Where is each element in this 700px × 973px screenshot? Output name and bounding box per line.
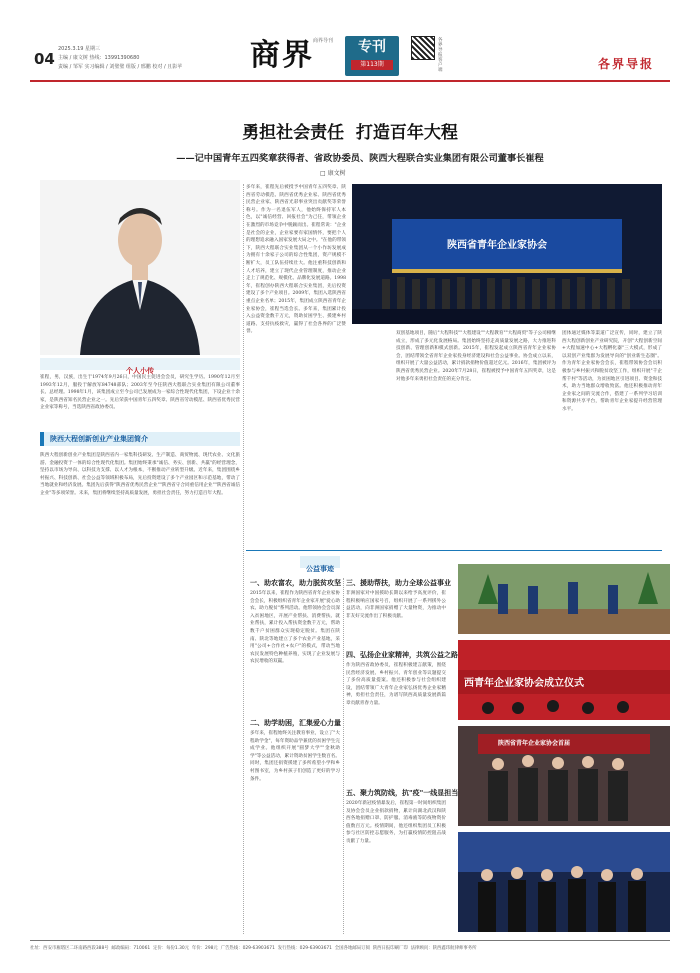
- section2-rule: [246, 550, 662, 551]
- footer-license: 全国各地邮局订阅: [334, 946, 370, 951]
- h4-text: 作为陕西省政协委员，崔程积极建言献策，围绕民营经济发展、乡村振兴、青年创业等议题提交了多份高质量提案。他还积极参与社会组织建设，团结带领广大青年企业家弘扬优秀企业家精神，勇担社会责任，为谱写陕西高质量发展新篇章贡献青春力量。: [346, 663, 446, 706]
- footer-rule: [30, 940, 670, 941]
- staff-line: 责编 / 邹军 实习编辑 / 刘璧璧 组版 / 邢鹏 校对 / 且影苹: [58, 64, 183, 70]
- photo2-caption: 西青年企业家协会成立仪式: [464, 678, 584, 689]
- stage-graphic: [352, 184, 662, 324]
- h2-title: 二、助学助困，汇集爱心力量: [250, 719, 341, 727]
- footer-agency: 法律顾问：陕西鑫玮航律师事务所: [410, 946, 477, 951]
- right-title: 各界导报: [598, 57, 655, 71]
- profile-text: 崔程，男，汉族，出生于1974年9月26日，中国民主促进会会员，研究生学历。1990年12月至1993年12月，服役于解放军84748部队；2003年至今任陕西大程联合实业集团有限公司董事长、总经理。1998年1月，该集团成立至今公司已发展成为一家综合性现代化集团，下设企业十余家，是陕西省知名民营企业之一。先后荣获中国青年五四奖章、陕西省劳动模范、陕西省优秀民营企业家等称号，当选陕西省政协委员。: [40, 375, 240, 411]
- award-ceremony-scene: [458, 832, 670, 932]
- column3-text: 团体通过媒体等渠道广泛宣传，同时，建立了陕西大程创新创业产业研究院，开创"大程创新空间+大程加速中心+大程孵化器"三大模式，形成了以双创产业集群为发展导向的"创业新生态圈"。作为青年企业家协会会长，崔程带领协会会员积极参与乡村振兴和脱贫攻坚工作，组织开展"千企帮千村"等活动，为贫困地区引进项目、资金和技术，助力当地群众增收致富。他还积极推动青年企业家之间的交流合作，搭建了一系列学习培训和资源共享平台，帮助青年企业家提升经营管理水平。: [562, 331, 662, 412]
- section2-title: 公益事迹: [306, 565, 334, 573]
- footer-postcode: 邮政编码：710061: [111, 946, 151, 951]
- special-badge: [345, 36, 399, 76]
- section1-header: [40, 432, 240, 446]
- event-photo-4: [458, 726, 670, 826]
- column-divider: [343, 578, 344, 934]
- h1-text: 2015年以来，崔程作为陕西省青年企业家协会会长，积极组织省青年企业家开展"爱心助农、助力脱贫"系列活动。他带领协会会员深入贫困地区，开展产业帮扶、消费帮扶、就业帮扶，累计投入帮扶资金数千万元，帮助数千户贫困群众实现稳定脱贫。集团在陕南、陕北等地建立了多个农业产业基地，采用"公司+合作社+农户"的模式，带动当地农民发展特色种植养殖，实现了企业发展与农民增收的双赢。: [250, 591, 340, 665]
- qr-caption: 各界导报客户端: [438, 38, 443, 73]
- event-photo-1: [352, 184, 662, 324]
- byline: □ 康文树: [320, 170, 346, 177]
- footer-fax: 发行热线：029-63903671: [277, 946, 332, 951]
- h5-text: 2020年新冠疫情暴发后，崔程第一时间组织集团及协会会员企业捐款捐物，累计向湖北武汉和陕西各地捐赠口罩、防护服、消毒液等防疫物资价值数百万元。疫情期间，他还组织集团员工积极参与社区防控志愿服务，为打赢疫情防控阻击战贡献了力量。: [346, 801, 446, 844]
- issue-label: 第113期: [351, 60, 393, 70]
- footer-address: 社址：西安市雁塔区二环南路西段388号: [30, 946, 109, 951]
- date-line: 2025.3.19 星期三: [58, 46, 101, 52]
- editor-line: 主编 / 康文树 热线：13991390680: [58, 55, 140, 61]
- portrait-photo: [40, 180, 240, 355]
- column1-text: 多年来，崔程先后被授予中国青年五四奖章、陕西省劳动模范、陕西省优秀企业家、陕西省优秀民营企业家、陕西省光彩事业突出贡献奖等荣誉称号。作为一名退伍军人，他始终保持军人本色，以"诚信经营、回报社会"为己任，带领企业在激烈的市场竞争中脱颖而出。崔程常说："企业是社会的企业，企业家要有家国情怀，要把个人的理想追求融入国家发展大局之中。"在他的带领下，陕西大程联合实业集团从一个小作坊发展成为拥有十余家子公司的综合性集团，资产规模不断扩大，员工队伍持续壮大。他注重科技创新和人才培养，建立了现代企业管理制度，推动企业走上了规范化、规模化、品牌化发展道路。1998年，崔程创办陕西大程联合实业集团，先后投资建设了多个产业项目。2009年，集团入选陕西省重点企业名单；2015年，集团成立陕西省青年企业家协会，崔程当选会长。多年来，集团累计投入公益资金数千万元，资助贫困学生、援建乡村道路、支持抗疫救灾，赢得了社会各界的广泛赞誉。: [246, 185, 346, 335]
- section1-title: 陕西大程创新创业产业集团简介: [50, 435, 148, 443]
- profile-label-text: 个人小传: [126, 367, 154, 375]
- footer-print: 陕西日报印刷厂印: [372, 946, 408, 951]
- event-photo-3: [458, 640, 670, 720]
- h5-title: 五、聚力筑防线，抗"疫"一线显担当: [346, 789, 459, 797]
- section1-text: 陕西大程创新创业产业集团是陕西省内一家集科技研发、生产制造、商贸物流、现代农业、文化旅游、金融投资于一体的综合性现代化集团。集团始终秉承"诚信、务实、创新、共赢"的经营理念，坚持以市场为导向、以科技为支撑、以人才为根本，不断推动产业转型升级。近年来，集团围绕乡村振兴、科技创新、社会公益等领域积极布局，先后投资建设了多个产业园区和示范基地，带动了当地就业和经济发展。集团先后获得"陕西省优秀民营企业""陕西省守合同重信用企业""陕西省诚信企业"等多项荣誉。未来，集团将继续坚持高质量发展，勇担社会责任，努力打造百年大程。: [40, 453, 240, 496]
- event-photo-2: [458, 564, 670, 634]
- footer-bar: [30, 944, 670, 954]
- tree-planting-scene: [458, 564, 670, 634]
- qr-code[interactable]: [411, 36, 435, 60]
- masthead: 商界: [250, 38, 314, 73]
- header-rule: [30, 80, 670, 82]
- masthead-small: 商界导刊: [313, 38, 334, 44]
- page-header: [0, 0, 700, 92]
- article-subtitle: ——记中国青年五四奖章获得者、省政协委员、陕西大程联合实业集团有限公司董事长崔程: [176, 153, 544, 164]
- section2-header: [300, 556, 340, 573]
- event-photo-5: [458, 832, 670, 932]
- article-title: 勇担社会责任 打造百年大程: [242, 123, 458, 143]
- footer-ad-phone: 广告热线：029-63903671: [220, 946, 275, 951]
- h3-text: 非洲国家对中国援助长期以来给予高度评价，崔程积极响应国家号召，组织开展了一系列援外公益活动，向非洲国家捐赠了大量物资，为推动中非友好交流作出了积极贡献。: [346, 591, 446, 619]
- h1-title: 一、助农富农，助力脱贫攻坚: [250, 579, 341, 587]
- column-divider: [243, 184, 244, 934]
- photo1-caption: 陕西省青年企业家协会: [447, 240, 547, 251]
- column2-text: 双创基地项目，随后"大程科技""大程建设""大程教育""大程商贸"等子公司相继成立，形成了多元化发展格局。集团始终坚持走高质量发展之路，大力推进科技创新、管理创新和模式创新。2015年，崔程发起成立陕西省青年企业家协会，团结带领全省青年企业家投身经济建设和社会公益事业。协会成立以来，组织开展了大量公益活动，累计捐款捐物价值超过亿元。2016年，集团被评为陕西省优秀民营企业。2020年7月28日，崔程被授予中国青年五四奖章，这是对他多年来勇担社会责任的充分肯定。: [396, 331, 556, 382]
- portrait-figure: [40, 180, 240, 355]
- profile-label: [40, 358, 240, 375]
- page-number: 04: [34, 50, 55, 68]
- h4-title: 四、弘扬企业家精神，共筑公益之路: [346, 651, 458, 659]
- special-label: 专刊: [358, 39, 386, 55]
- h2-text: 多年来，崔程始终关注教育事业，设立了"大程助学金"，每年资助品学兼优的贫困学生完成学业。他组织开展"圆梦大学""金秋助学"等公益活动，累计资助贫困学生数百名。同时，集团还捐资援建了多所希望小学和乡村图书室，为乡村孩子们创造了更好的学习条件。: [250, 731, 340, 782]
- footer-phone: 年价：298元: [191, 946, 218, 951]
- photo3-caption: 陕西省青年企业家协会首届: [498, 740, 571, 747]
- h3-title: 三、援助帮扶，助力全球公益事业: [346, 579, 451, 587]
- footer-price: 定价：每份1.30元: [152, 946, 190, 951]
